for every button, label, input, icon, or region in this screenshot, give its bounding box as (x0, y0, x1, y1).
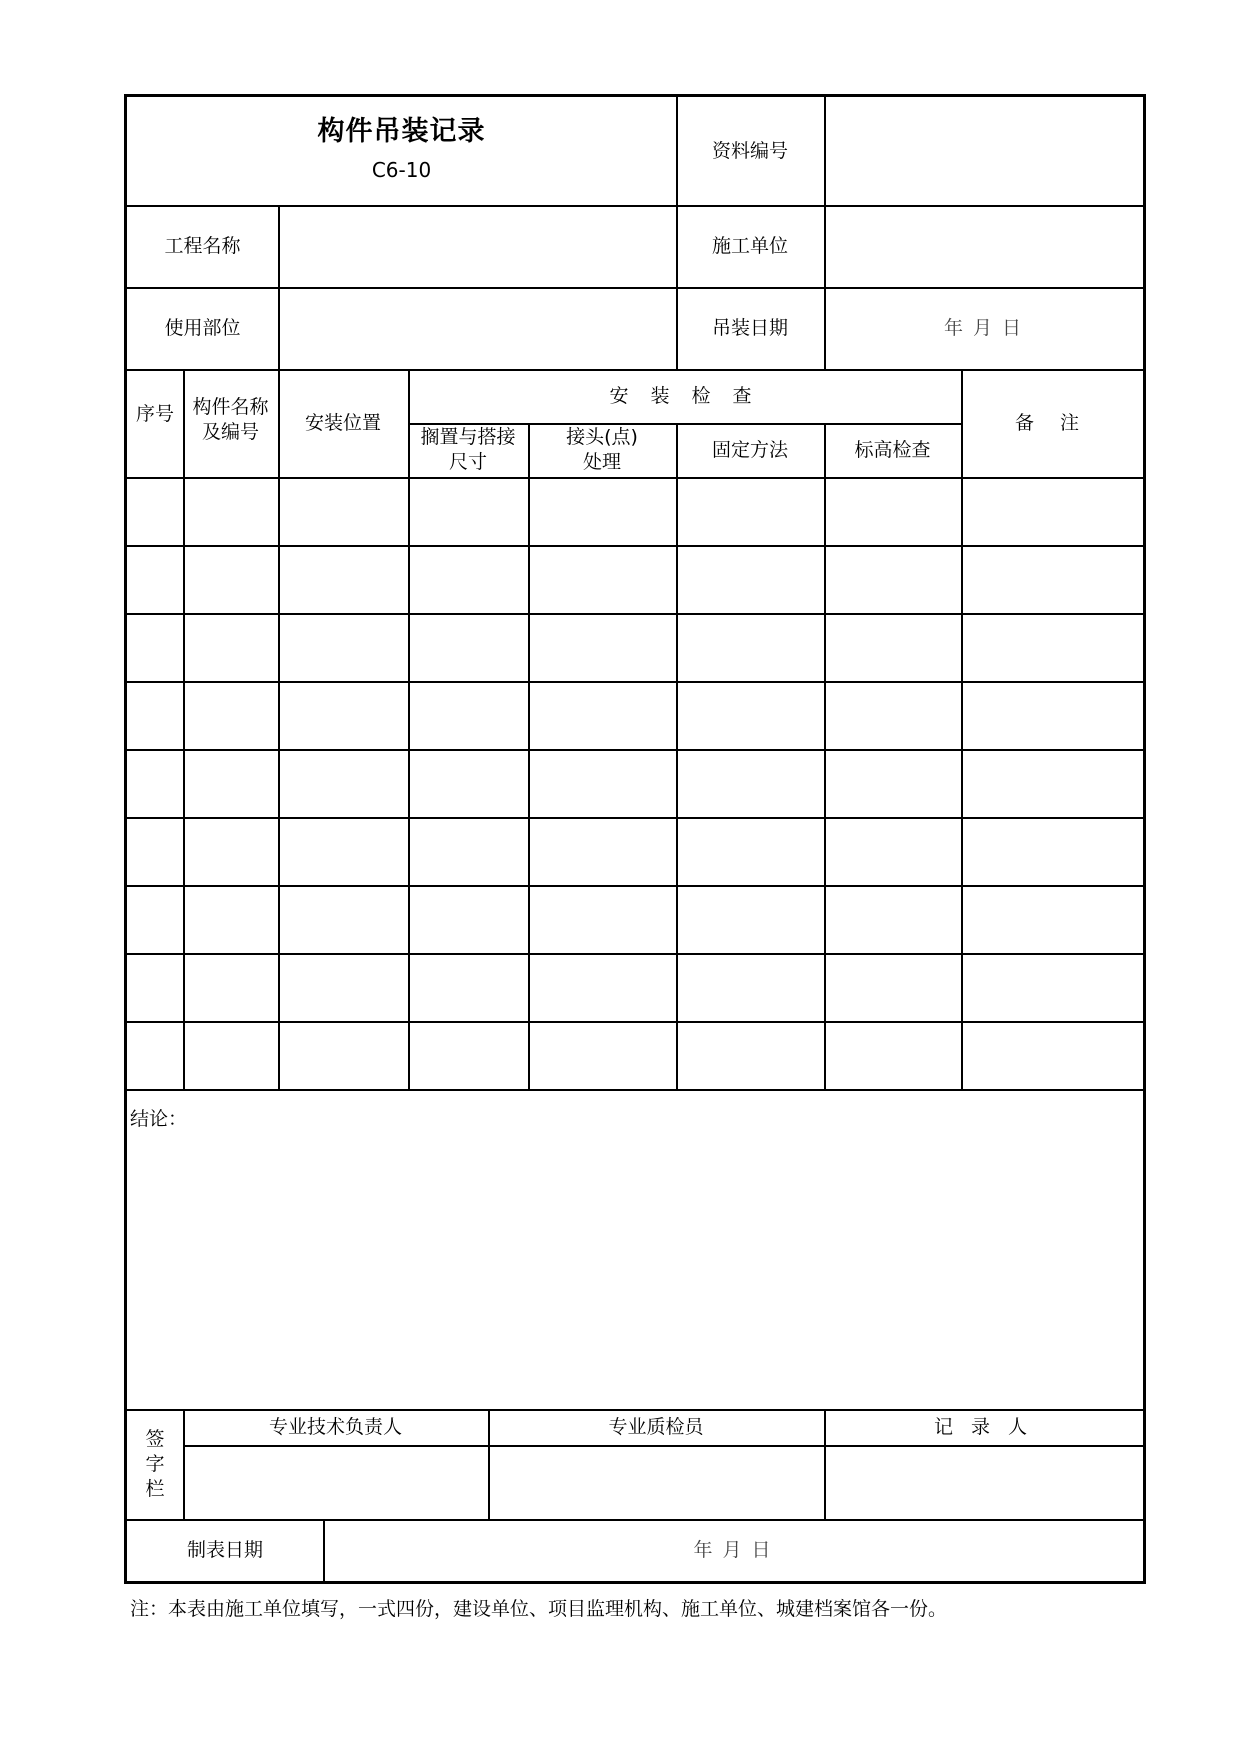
hoisting-date-label: 吊装日期 (711, 316, 788, 339)
row-5-bearing-cell[interactable] (408, 749, 528, 817)
hoisting-record-form (124, 94, 1146, 1584)
construction-unit-field[interactable] (824, 205, 1143, 287)
row-6-bearing-cell[interactable] (408, 817, 528, 885)
row-2-elevation-cell[interactable] (824, 545, 961, 613)
row-1-install-position-cell[interactable] (278, 477, 408, 545)
conclusion-field[interactable] (127, 1089, 1143, 1409)
row-8-fixing-cell[interactable] (676, 953, 824, 1021)
construction-unit-label: 施工单位 (711, 234, 788, 257)
row-5-component-cell[interactable] (183, 749, 278, 817)
row-9-remarks-cell[interactable] (961, 1021, 1143, 1089)
row-2-install-position-cell[interactable] (278, 545, 408, 613)
location-field[interactable] (278, 287, 676, 369)
row-7-joint-cell[interactable] (528, 885, 676, 953)
col-header-fixing: 固定方法 (711, 438, 788, 461)
row-9-fixing-cell[interactable] (676, 1021, 824, 1089)
row-9-component-cell[interactable] (183, 1021, 278, 1089)
row-4-fixing-cell[interactable] (676, 681, 824, 749)
doc-no-label: 资料编号 (711, 139, 788, 162)
recorder-label: 记 录 人 (933, 1415, 1034, 1438)
row-6-fixing-cell[interactable] (676, 817, 824, 885)
row-3-seq-cell[interactable] (127, 613, 183, 681)
row-8-bearing-cell[interactable] (408, 953, 528, 1021)
row-1-bearing-cell[interactable] (408, 477, 528, 545)
row-7-install-position-cell[interactable] (278, 885, 408, 953)
row-4-seq-cell[interactable] (127, 681, 183, 749)
row-7-remarks-cell[interactable] (961, 885, 1143, 953)
form-footnote: 注：本表由施工单位填写，一式四份，建设单位、项目监理机构、施工单位、城建档案馆各一份。 (130, 1598, 948, 1620)
form-date-field[interactable]: 年 月 日 (693, 1538, 773, 1561)
row-2-fixing-cell[interactable] (676, 545, 824, 613)
row-3-joint-cell[interactable] (528, 613, 676, 681)
row-9-bearing-cell[interactable] (408, 1021, 528, 1089)
row-9-seq-cell[interactable] (127, 1021, 183, 1089)
row-3-elevation-cell[interactable] (824, 613, 961, 681)
row-5-seq-cell[interactable] (127, 749, 183, 817)
row-2-component-cell[interactable] (183, 545, 278, 613)
row-8-elevation-cell[interactable] (824, 953, 961, 1021)
col-header-component-line2: 及编号 (201, 421, 259, 443)
recorder-signature-field[interactable] (824, 1445, 1143, 1519)
row-5-fixing-cell[interactable] (676, 749, 824, 817)
row-3-fixing-cell[interactable] (676, 613, 824, 681)
col-header-seq: 序号 (135, 402, 174, 425)
col-header-elevation: 标高检查 (854, 438, 931, 461)
row-1-remarks-cell[interactable] (961, 477, 1143, 545)
tech-lead-label: 专业技术负责人 (268, 1415, 402, 1438)
signature-section-char: 签 (145, 1427, 165, 1450)
col-header-inspection-group: 安 装 检 查 (609, 384, 760, 407)
row-6-seq-cell[interactable] (127, 817, 183, 885)
row-2-bearing-cell[interactable] (408, 545, 528, 613)
row-3-install-position-cell[interactable] (278, 613, 408, 681)
hoisting-date-field[interactable]: 年 月 日 (943, 316, 1024, 339)
row-4-install-position-cell[interactable] (278, 681, 408, 749)
signature-section-label (127, 1409, 183, 1519)
row-7-bearing-cell[interactable] (408, 885, 528, 953)
form-header (127, 97, 676, 205)
qc-inspector-label: 专业质检员 (608, 1415, 704, 1438)
row-1-seq-cell[interactable] (127, 477, 183, 545)
col-header-remarks: 备 注 (1014, 411, 1090, 434)
col-header-install-position: 安装位置 (304, 411, 381, 434)
col-header-joint (528, 423, 676, 477)
qc-inspector-signature-field[interactable] (488, 1445, 824, 1519)
tech-lead-signature-field[interactable] (183, 1445, 488, 1519)
row-8-install-position-cell[interactable] (278, 953, 408, 1021)
row-4-elevation-cell[interactable] (824, 681, 961, 749)
project-name-label: 工程名称 (164, 234, 241, 257)
row-3-remarks-cell[interactable] (961, 613, 1143, 681)
row-5-remarks-cell[interactable] (961, 749, 1143, 817)
form-date-label: 制表日期 (186, 1538, 263, 1561)
row-1-fixing-cell[interactable] (676, 477, 824, 545)
row-9-install-position-cell[interactable] (278, 1021, 408, 1089)
row-6-component-cell[interactable] (183, 817, 278, 885)
row-6-elevation-cell[interactable] (824, 817, 961, 885)
row-6-joint-cell[interactable] (528, 817, 676, 885)
row-1-joint-cell[interactable] (528, 477, 676, 545)
row-6-install-position-cell[interactable] (278, 817, 408, 885)
row-1-elevation-cell[interactable] (824, 477, 961, 545)
col-header-bearing (408, 423, 528, 477)
row-4-joint-cell[interactable] (528, 681, 676, 749)
row-5-install-position-cell[interactable] (278, 749, 408, 817)
form-code: C6-10 (371, 158, 432, 182)
row-1-component-cell[interactable] (183, 477, 278, 545)
row-8-remarks-cell[interactable] (961, 953, 1143, 1021)
row-4-component-cell[interactable] (183, 681, 278, 749)
row-5-elevation-cell[interactable] (824, 749, 961, 817)
col-header-component (183, 369, 278, 477)
row-9-elevation-cell[interactable] (824, 1021, 961, 1089)
col-header-bearing-line2: 尺寸 (448, 451, 487, 473)
col-header-component-line1: 构件名称 (192, 396, 269, 418)
location-label: 使用部位 (164, 316, 241, 339)
col-header-joint-line1: 接头(点) (566, 426, 638, 448)
row-8-seq-cell[interactable] (127, 953, 183, 1021)
signature-section-char: 字 (145, 1452, 165, 1475)
row-2-remarks-cell[interactable] (961, 545, 1143, 613)
row-7-seq-cell[interactable] (127, 885, 183, 953)
row-7-elevation-cell[interactable] (824, 885, 961, 953)
row-7-component-cell[interactable] (183, 885, 278, 953)
row-3-bearing-cell[interactable] (408, 613, 528, 681)
col-header-joint-line2: 处理 (582, 451, 621, 473)
row-7-fixing-cell[interactable] (676, 885, 824, 953)
conclusion-label: 结论： (130, 1108, 188, 1130)
row-8-component-cell[interactable] (183, 953, 278, 1021)
col-header-bearing-line1: 搁置与搭接 (420, 426, 516, 448)
row-2-joint-cell[interactable] (528, 545, 676, 613)
signature-section-char: 栏 (145, 1477, 165, 1500)
doc-no-field[interactable] (824, 97, 1143, 205)
row-4-bearing-cell[interactable] (408, 681, 528, 749)
form-title: 构件吊装记录 (317, 116, 486, 147)
project-name-field[interactable] (278, 205, 676, 287)
row-9-joint-cell[interactable] (528, 1021, 676, 1089)
row-3-component-cell[interactable] (183, 613, 278, 681)
row-4-remarks-cell[interactable] (961, 681, 1143, 749)
row-5-joint-cell[interactable] (528, 749, 676, 817)
row-8-joint-cell[interactable] (528, 953, 676, 1021)
row-2-seq-cell[interactable] (127, 545, 183, 613)
row-6-remarks-cell[interactable] (961, 817, 1143, 885)
